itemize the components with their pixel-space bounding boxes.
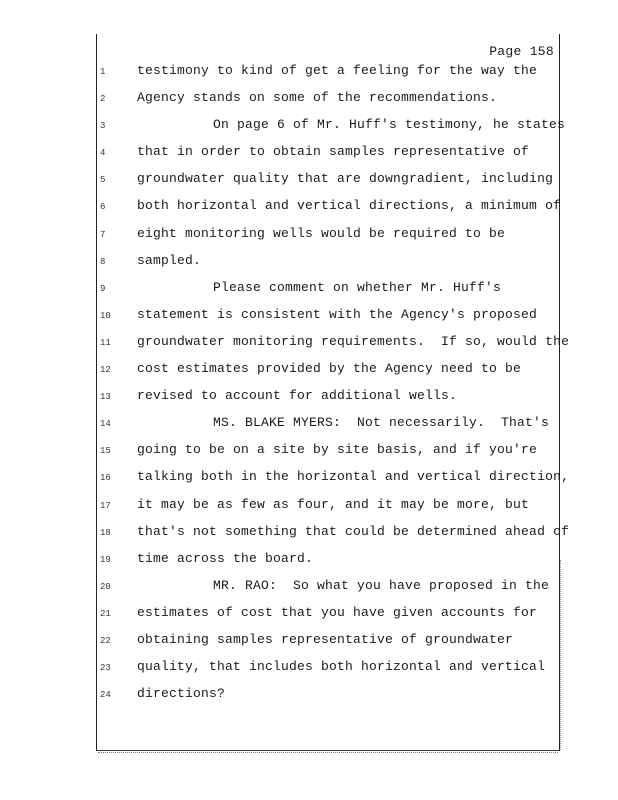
line-number: 10	[100, 310, 111, 321]
line-number: 11	[100, 337, 111, 348]
transcript-line: sampled.	[137, 252, 202, 268]
transcript-line: eight monitoring wells would be required to be	[137, 225, 506, 241]
transcript-line: cost estimates provided by the Agency need to be	[137, 361, 522, 377]
transcript-line: directions?	[137, 686, 226, 702]
transcript-line: groundwater monitoring requirements. If so, would the	[137, 333, 570, 349]
transcript-line: revised to account for additional wells.	[137, 388, 458, 404]
line-number: 13	[100, 392, 111, 403]
page-number: Page 158	[489, 44, 554, 59]
transcript-line: MS. BLAKE MYERS: Not necessarily. That's	[213, 415, 550, 431]
line-number: 16	[100, 473, 111, 484]
right-dotted-rule	[560, 560, 562, 750]
line-number: 19	[100, 554, 111, 565]
transcript-line: MR. RAO: So what you have proposed in the	[213, 577, 550, 593]
transcript-line: quality, that includes both horizontal and vertical	[137, 659, 546, 675]
transcript-line: Agency stands on some of the recommendations.	[137, 90, 498, 106]
bottom-dotted-rule	[98, 752, 558, 754]
line-number: 20	[100, 581, 111, 592]
transcript-line: obtaining samples representative of groundwater	[137, 631, 514, 647]
transcript-line: time across the board.	[137, 550, 314, 566]
line-number: 5	[100, 175, 106, 186]
line-number: 8	[100, 256, 106, 267]
line-number: 6	[100, 202, 106, 213]
line-number: 7	[100, 229, 106, 240]
line-number: 1	[100, 67, 106, 77]
transcript-line: On page 6 of Mr. Huff's testimony, he states	[213, 117, 566, 133]
line-number: 2	[100, 94, 106, 105]
line-number: 17	[100, 500, 111, 511]
line-number: 15	[100, 446, 111, 457]
transcript-line: that's not something that could be determined ahead of	[137, 523, 570, 539]
transcript-line: Please comment on whether Mr. Huff's	[213, 279, 502, 295]
line-number: 9	[100, 283, 106, 294]
transcript-line: testimony to kind of get a feeling for the way the	[137, 63, 538, 78]
line-number: 3	[100, 121, 106, 132]
transcript-line: statement is consistent with the Agency's proposed	[137, 306, 538, 322]
line-number: 22	[100, 635, 111, 646]
transcript-line: both horizontal and vertical directions, a minimum of	[137, 198, 562, 214]
transcript-line: that in order to obtain samples representative of	[137, 144, 530, 160]
transcript-line: it may be as few as four, and it may be more, but	[137, 496, 530, 512]
line-number-column	[100, 66, 124, 716]
line-number: 14	[100, 419, 111, 430]
transcript-line: estimates of cost that you have given accounts for	[137, 604, 538, 620]
line-number: 21	[100, 608, 111, 619]
line-number: 12	[100, 365, 111, 376]
line-number: 23	[100, 663, 111, 674]
transcript-line: going to be on a site by site basis, and if you're	[137, 442, 538, 458]
transcript-line: groundwater quality that are downgradient, including	[137, 171, 554, 187]
line-number: 4	[100, 148, 106, 159]
transcript-line: talking both in the horizontal and vertical direction,	[137, 469, 570, 485]
transcript-body	[137, 62, 570, 712]
line-number: 18	[100, 527, 111, 538]
line-number: 24	[100, 690, 111, 701]
